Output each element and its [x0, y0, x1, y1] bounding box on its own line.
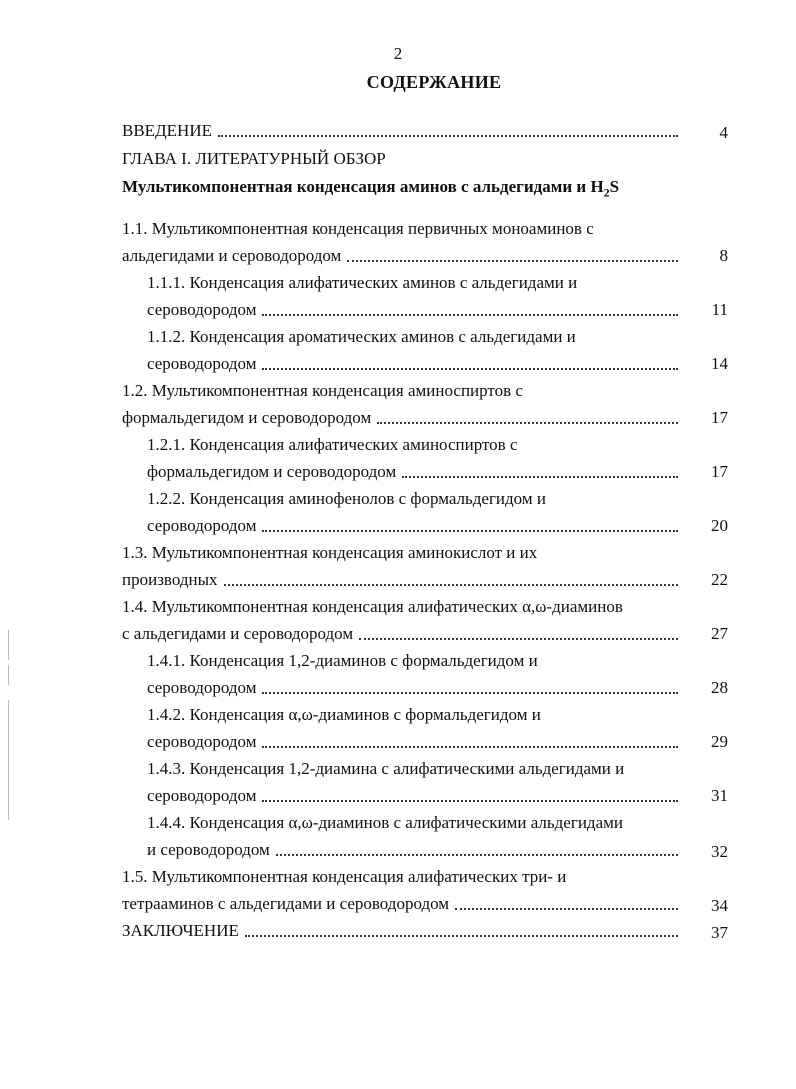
- toc-entry-1-2-1[interactable]: формальдегидом и сероводородом: [147, 461, 682, 483]
- dot-leader: [262, 368, 678, 370]
- scan-mark: [8, 700, 9, 820]
- toc-page: 17: [711, 408, 728, 427]
- dot-leader: [245, 935, 678, 937]
- toc-page: 4: [719, 123, 728, 142]
- dot-leader: [262, 692, 678, 694]
- toc-entry-conclusion[interactable]: ЗАКЛЮЧЕНИЕ: [122, 920, 682, 942]
- toc-entry-line1: 1.1.1. Конденсация алифатических аминов с альдегидами и: [147, 273, 578, 292]
- dot-leader: [347, 260, 678, 262]
- chapter-heading: ГЛАВА I. ЛИТЕРАТУРНЫЙ ОБЗОР: [122, 149, 386, 168]
- toc-entry-line1: 1.5. Мультикомпонентная конденсация алифатических три- и: [122, 867, 567, 886]
- toc-page: 31: [711, 786, 728, 805]
- toc-page: 28: [711, 678, 728, 697]
- toc-page: 14: [711, 354, 728, 373]
- toc-label: ВВЕДЕНИЕ: [122, 121, 212, 140]
- toc-entry-1-4-4[interactable]: и сероводородом: [147, 839, 682, 861]
- toc-entry-1-2-2[interactable]: сероводородом: [147, 515, 682, 537]
- toc-entry-intro[interactable]: [122, 120, 682, 142]
- toc-entry-1-1[interactable]: альдегидами и сероводородом: [122, 245, 682, 267]
- scan-mark: [8, 630, 9, 660]
- toc-entry-line1: 1.2.1. Конденсация алифатических аминоспиртов с: [147, 435, 518, 454]
- toc-entry-1-4-2[interactable]: сероводородом: [147, 731, 682, 753]
- toc-entry-line1: 1.4.4. Конденсация α,ω-диаминов с алифатическими альдегидами: [147, 813, 623, 832]
- toc-entry-1-2[interactable]: формальдегидом и сероводородом: [122, 407, 682, 429]
- dot-leader: [224, 584, 678, 586]
- chapter-subtitle: Мультикомпонентная конденсация аминов с альдегидами и $H_2S$: [122, 177, 620, 200]
- toc-entry-1-1-2[interactable]: сероводородом: [147, 353, 682, 375]
- dot-leader: [359, 638, 678, 640]
- page-number: 2: [393, 44, 403, 63]
- dot-leader: [262, 530, 678, 532]
- toc-page: 11: [711, 300, 728, 319]
- toc-page: 27: [711, 624, 728, 643]
- dot-leader: [377, 422, 678, 424]
- dot-leader: [455, 908, 678, 910]
- scan-mark: [8, 665, 9, 685]
- dot-leader: [262, 800, 678, 802]
- toc-entry-line1: 1.4. Мультикомпонентная конденсация алифатических α,ω-диаминов: [122, 597, 623, 616]
- dot-leader: [276, 854, 678, 856]
- dot-leader: [402, 476, 678, 478]
- toc-entry-line1: 1.4.2. Конденсация α,ω-диаминов с формальдегидом и: [147, 705, 541, 724]
- toc-page: 8: [719, 246, 728, 265]
- toc-entry-line1: 1.2. Мультикомпонентная конденсация аминоспиртов с: [122, 381, 523, 400]
- toc-entry-1-4[interactable]: с альдегидами и сероводородом: [122, 623, 682, 645]
- toc-entry-1-4-1[interactable]: сероводородом: [147, 677, 682, 699]
- toc-entry-line1: 1.1.2. Конденсация ароматических аминов с альдегидами и: [147, 327, 576, 346]
- toc-entry-line1: 1.4.1. Конденсация 1,2-диаминов с формальдегидом и: [147, 651, 538, 670]
- toc-page: 22: [711, 570, 728, 589]
- toc-entry-line1: 1.1. Мультикомпонентная конденсация первичных моноаминов с: [122, 219, 594, 238]
- toc-entry-1-1-1[interactable]: сероводородом: [147, 299, 682, 321]
- toc-page: 17: [711, 462, 728, 481]
- toc-page: 37: [711, 923, 728, 942]
- page-title: СОДЕРЖАНИЕ: [366, 72, 502, 92]
- toc-page: 32: [711, 842, 728, 861]
- toc-page: 20: [711, 516, 728, 535]
- dot-leader: [218, 135, 678, 137]
- toc-entry-1-3[interactable]: производных: [122, 569, 682, 591]
- toc-entry-1-5[interactable]: тетрааминов с альдегидами и сероводородом: [122, 893, 682, 915]
- toc-entry-line1: 1.3. Мультикомпонентная конденсация аминокислот и их: [122, 543, 538, 562]
- dot-leader: [262, 746, 678, 748]
- dot-leader: [262, 314, 678, 316]
- toc-entry-1-4-3[interactable]: сероводородом: [147, 785, 682, 807]
- toc-entry-line1: 1.4.3. Конденсация 1,2-диамина с алифатическими альдегидами и: [147, 759, 625, 778]
- toc-page: 34: [711, 896, 728, 915]
- toc-entry-line1: 1.2.2. Конденсация аминофенолов с формальдегидом и: [147, 489, 546, 508]
- toc-page: 29: [711, 732, 728, 751]
